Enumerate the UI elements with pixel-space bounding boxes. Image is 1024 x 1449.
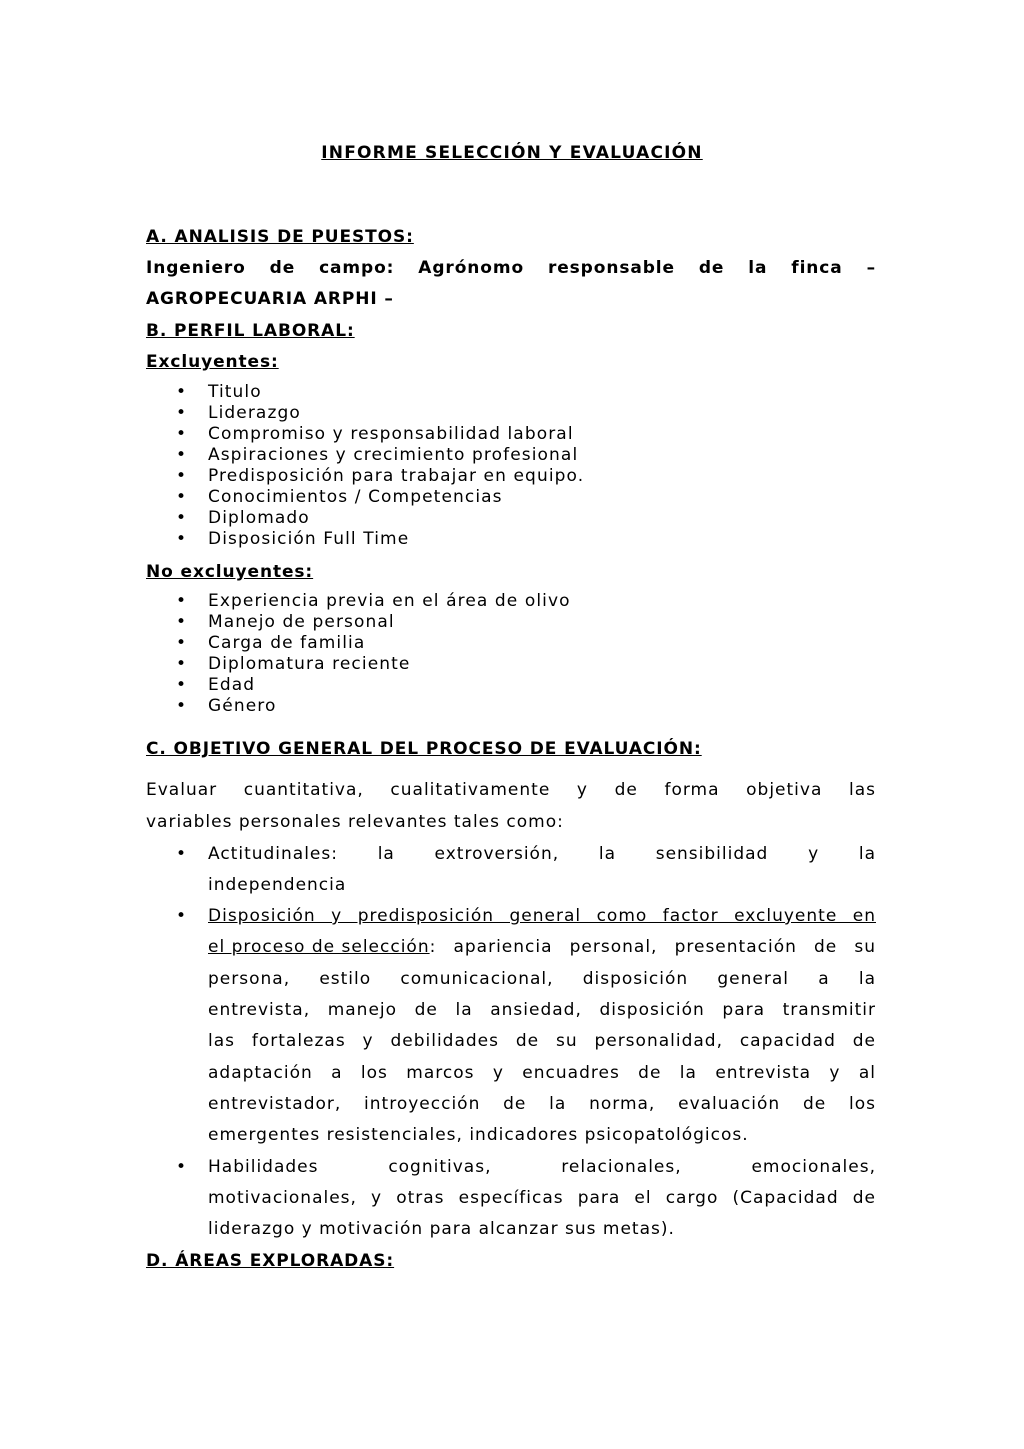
word: finca — [791, 258, 843, 278]
word: de — [269, 258, 296, 278]
list-item: • Género — [146, 696, 571, 717]
item1-line-1: Actitudinales: la extroversión, la sensibilidad y la — [208, 844, 876, 864]
section-d-heading: D. ÁREAS EXPLORADAS: — [146, 1251, 395, 1271]
item2-line-2 — [208, 937, 876, 957]
list-item: • Conocimientos / Competencias — [146, 487, 584, 508]
list-item: • Carga de familia — [146, 633, 571, 654]
excluyentes-list — [146, 382, 584, 550]
item3-line-3: liderazgo y motivación para alcanzar sus metas). — [208, 1219, 675, 1239]
list-item: • Predisposición para trabajar en equipo. — [146, 466, 584, 487]
section-a-line2: AGROPECUARIA ARPHI – — [146, 289, 394, 309]
item3-line-1: Habilidades cognitivas, relacionales, emocionales, — [208, 1157, 876, 1177]
word: campo: — [319, 258, 395, 278]
list-item: • Disposición Full Time — [146, 529, 584, 550]
bullet-icon: • — [176, 1157, 187, 1177]
intro-line-2: variables personales relevantes tales como: — [146, 812, 564, 832]
document-title: INFORME SELECCIÓN Y EVALUACIÓN — [321, 143, 703, 163]
list-item: • Titulo — [146, 382, 584, 403]
list-item: • Edad — [146, 675, 571, 696]
section-b-heading: B. PERFIL LABORAL: — [146, 321, 355, 341]
item2-underlined-text: el proceso de selección — [208, 937, 430, 957]
no-excluyentes-heading: No excluyentes: — [146, 562, 314, 582]
no-excluyentes-list — [146, 591, 571, 717]
bullet-icon: • — [176, 906, 187, 926]
intro-line-1: Evaluar cuantitativa, cualitativamente y de forma objetiva las — [146, 780, 876, 800]
word: Ingeniero — [146, 258, 246, 278]
word: de — [698, 258, 725, 278]
word: responsable — [547, 258, 675, 278]
word: – — [866, 258, 876, 278]
list-item: • Diplomado — [146, 508, 584, 529]
list-item: • Diplomatura reciente — [146, 654, 571, 675]
word: la — [748, 258, 768, 278]
list-item: • Manejo de personal — [146, 612, 571, 633]
item2-line-1: Disposición y predisposición general como factor excluyente en — [208, 906, 876, 926]
item2-line-7: entrevistador, introyección de la norma, evaluación de los — [208, 1094, 876, 1114]
list-item: • Aspiraciones y crecimiento profesional — [146, 445, 584, 466]
list-item: • Compromiso y responsabilidad laboral — [146, 424, 584, 445]
section-c-heading: C. OBJETIVO GENERAL DEL PROCESO DE EVALUACIÓN: — [146, 739, 702, 759]
item1-line-2: independencia — [208, 875, 347, 895]
bullet-icon: • — [176, 844, 187, 864]
item2-line-4: entrevista, manejo de la ansiedad, disposición para transmitir — [208, 1000, 876, 1020]
section-a-line1 — [146, 258, 876, 278]
item2-line-2-rest: : apariencia personal, presentación de su — [429, 937, 876, 957]
section-a-heading: A. ANALISIS DE PUESTOS: — [146, 227, 414, 247]
item2-line-5: las fortalezas y debilidades de su personalidad, capacidad de — [208, 1031, 876, 1051]
word: Agrónomo — [418, 258, 525, 278]
excluyentes-heading: Excluyentes: — [146, 352, 279, 372]
list-item: • Experiencia previa en el área de olivo — [146, 591, 571, 612]
item2-line-3: persona, estilo comunicacional, disposición general a la — [208, 969, 876, 989]
item2-line-6: adaptación a los marcos y encuadres de la entrevista y al — [208, 1063, 876, 1083]
item2-line-8: emergentes resistenciales, indicadores psicopatológicos. — [208, 1125, 749, 1145]
list-item: • Liderazgo — [146, 403, 584, 424]
item3-line-2: motivacionales, y otras específicas para el cargo (Capacidad de — [208, 1188, 876, 1208]
